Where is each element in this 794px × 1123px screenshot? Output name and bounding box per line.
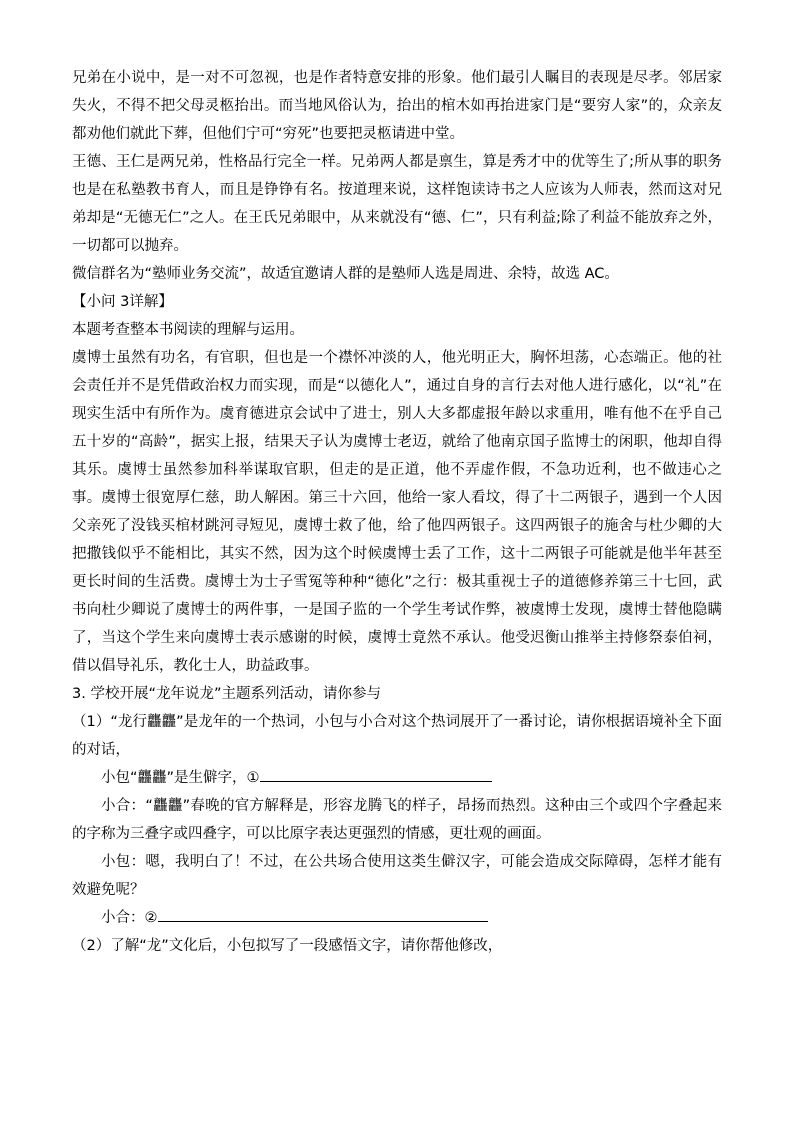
document-page [72,64,722,960]
dialogue-line-4 [72,904,722,932]
dialogue-line-3: 小包：嗯，我明白了！不过，在公共场合使用这类生僻汉字，可能会造成交际障碍，怎样才能有效避免呢？ [72,854,722,898]
dialogue-line-1 [72,764,722,792]
paragraph-yu-boshi: 虞博士虽然有功名，有官职，但也是一个襟怀冲淡的人，他光明正大，胸怀坦荡，心态端正。他的社会责任并不是凭借政治权力而实现，而是“以德化人”，通过自身的言行去对他人进行感化，以“礼”在现实生活中有所作为。虞育德进京会试中了进士，别人大多都虚报年龄以求重用，唯有他不在乎自己五十岁的“高龄”，据实上报，结果天子认为虞博士老迈，就给了他南京国子监博士的闲职，他却自得其乐。虞博士虽然参加科举谋取官职，但走的是正道，他不弄虚作假，不急功近利，也不做违心之事。虞博士很宽厚仁慈，助人解困。第三十六回，他给一家人看坟，得了十二两银子，遇到一个人因父亲死了没钱买棺材跳河寻短见，虞博士救了他，给了他四两银子。这四两银子的施舍与杜少卿的大把撒钱似乎不能相比，其实不然，因为这个时候虞博士丢了工作，这十二两银子可能就是他半年甚至更长时间的生活费。虞博士为士子雪冤等种种“德化”之行：极其重视士子的道德修养第三十七回，武书向杜少卿说了虞博士的两件事，一是国子监的一个学生考试作弊，被虞博士发现，虞博士替他隐瞒了，当这个学生来向虞博士表示感谢的时候，虞博士竟然不承认。他受迟衡山推举主持修祭泰伯祠，借以倡导礼乐，教化士人，助益政事。 [72,350,722,674]
paragraph-wechat-group: 微信群名为“塾师业务交流”，故适宜邀请人群的是塾师人选是周进、余特，故选 AC。 [72,266,619,282]
question-3-2-prompt: （2）了解“龙”文化后，小包拟写了一段感悟文字，请你帮他修改， [72,938,503,954]
dialogue-line-1-text: 小包“龘龘”是生僻字，① [101,770,260,786]
question-3-1-prompt: （1）“龙行龘龘”是龙年的一个热词，小包与小合对这个热词展开了一番讨论，请你根据语境补全下面的对话， [72,714,722,758]
section-heading-q3: 【小问 3详解】 [72,294,173,310]
answer-blank-2[interactable] [158,920,488,922]
paragraph-brothers-intro: 兄弟在小说中，是一对不可忽视，也是作者特意安排的形象。他们最引人瞩目的表现是尽孝。邻居家失火，不得不把父母灵柩抬出。而当地风俗认为，抬出的棺木如再抬进家门是“要穷人家”的，众亲友都劝他们就此下葬，但他们宁可“穷死”也要把灵柩请进中堂。 [72,70,722,142]
paragraph-question-focus: 本题考查整本书阅读的理解与运用。 [72,322,304,338]
dialogue-line-2: 小合：“龘龘”春晚的官方解释是，形容龙腾飞的样子，昂扬而热烈。这种由三个或四个字叠起来的字称为三叠字或四叠字，可以比原字表达更强烈的情感，更壮观的画面。 [72,798,722,842]
question-3-heading: 3. 学校开展“龙年说龙”主题系列活动，请你参与 [72,686,381,702]
answer-blank-1[interactable] [260,780,492,782]
paragraph-wang-brothers: 王德、王仁是两兄弟，性格品行完全一样。兄弟两人都是禀生，算是秀才中的优等生了;所从事的职务也是在私塾教书育人，而且是铮铮有名。按道理来说，这样饱读诗书之人应该为人师表，然而这对兄弟却是“无德无仁”之人。在王氏兄弟眼中，从来就没有“德、仁”，只有利益;除了利益不能放弃之外，一切都可以抛弃。 [72,154,722,254]
dialogue-line-4-text: 小合：② [101,910,158,926]
